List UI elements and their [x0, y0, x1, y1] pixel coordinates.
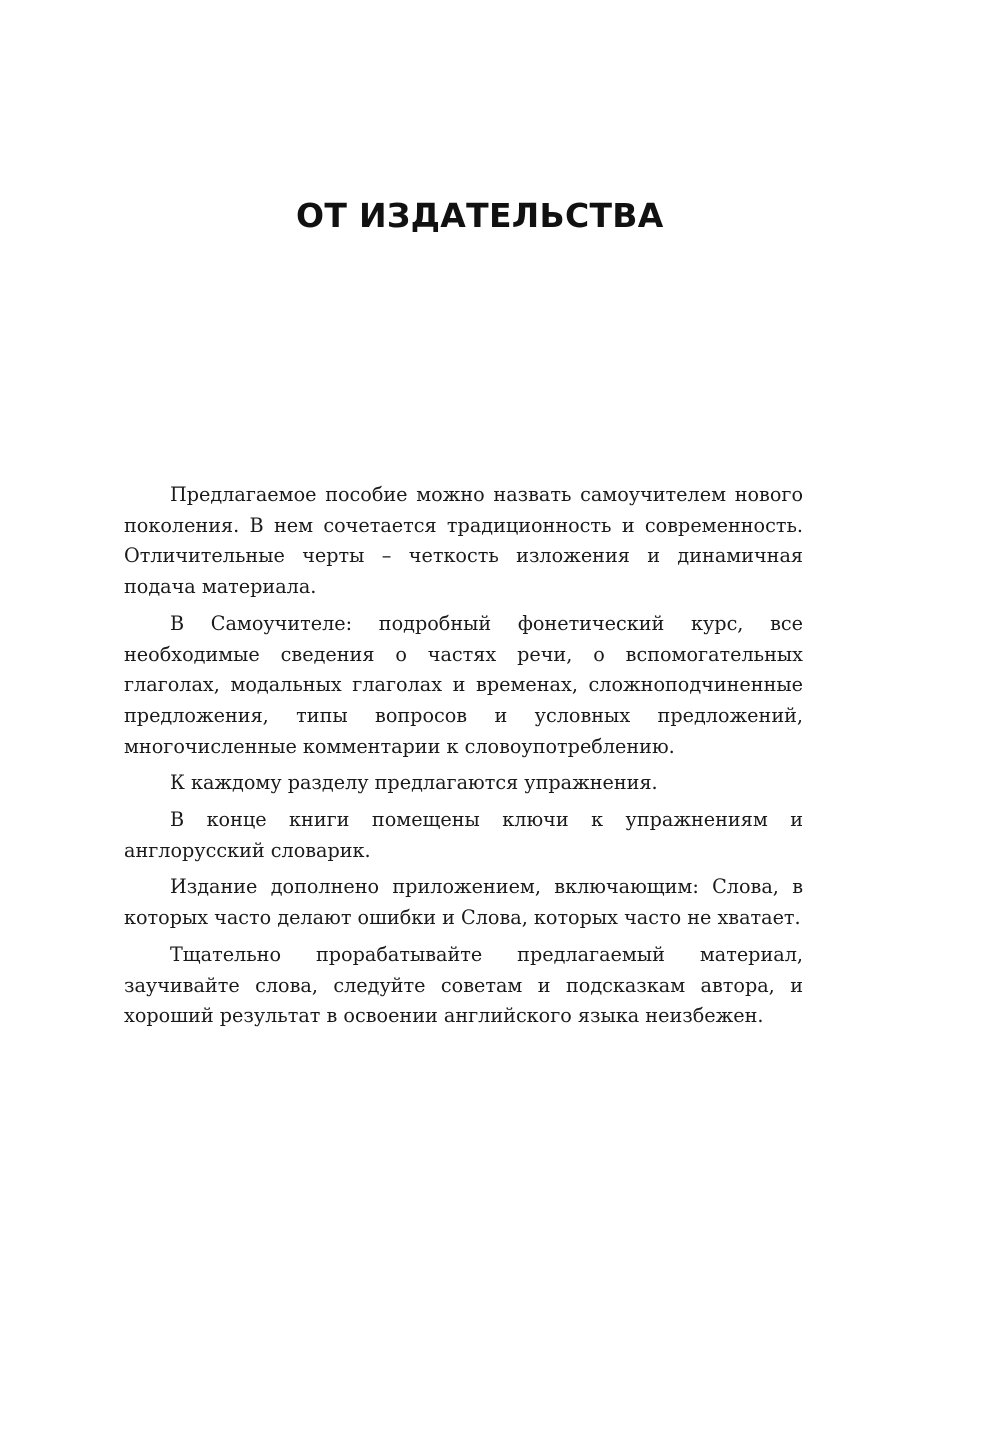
- body-text: [124, 480, 803, 1038]
- paragraph: В Самоучителе: подробный фонетический курс, все необходимые сведения о частях речи, о вспомогательных глаголах, модальных глаголах и временах, сложноподчиненные предложения, типы вопросов и условных предложений, многочисленные комментарии к словоупотреблению.: [124, 611, 803, 758]
- paragraph: Предлагаемое пособие можно назвать самоучителем нового поколения. В нем сочетается традиционность и современность. Отличительные черты – четкость изложения и динамичная подача материала.: [124, 483, 803, 599]
- paragraph: В конце книги помещены ключи к упражнениям и англорусский словарик.: [124, 808, 803, 862]
- paragraph: Тщательно прорабатывайте предлагаемый материал, заучивайте слова, следуйте советам и подсказкам автора, и хороший результат в освоении английского языка неизбежен.: [124, 942, 803, 1028]
- paragraph: К каждому разделу предлагаются упражнения.: [170, 771, 658, 795]
- page-title: ОТ ИЗДАТЕЛЬСТВА: [296, 196, 664, 235]
- paragraph: Издание дополнено приложением, включающим: Слова, в которых часто делают ошибки и Слова, которых часто не хватает.: [124, 875, 803, 930]
